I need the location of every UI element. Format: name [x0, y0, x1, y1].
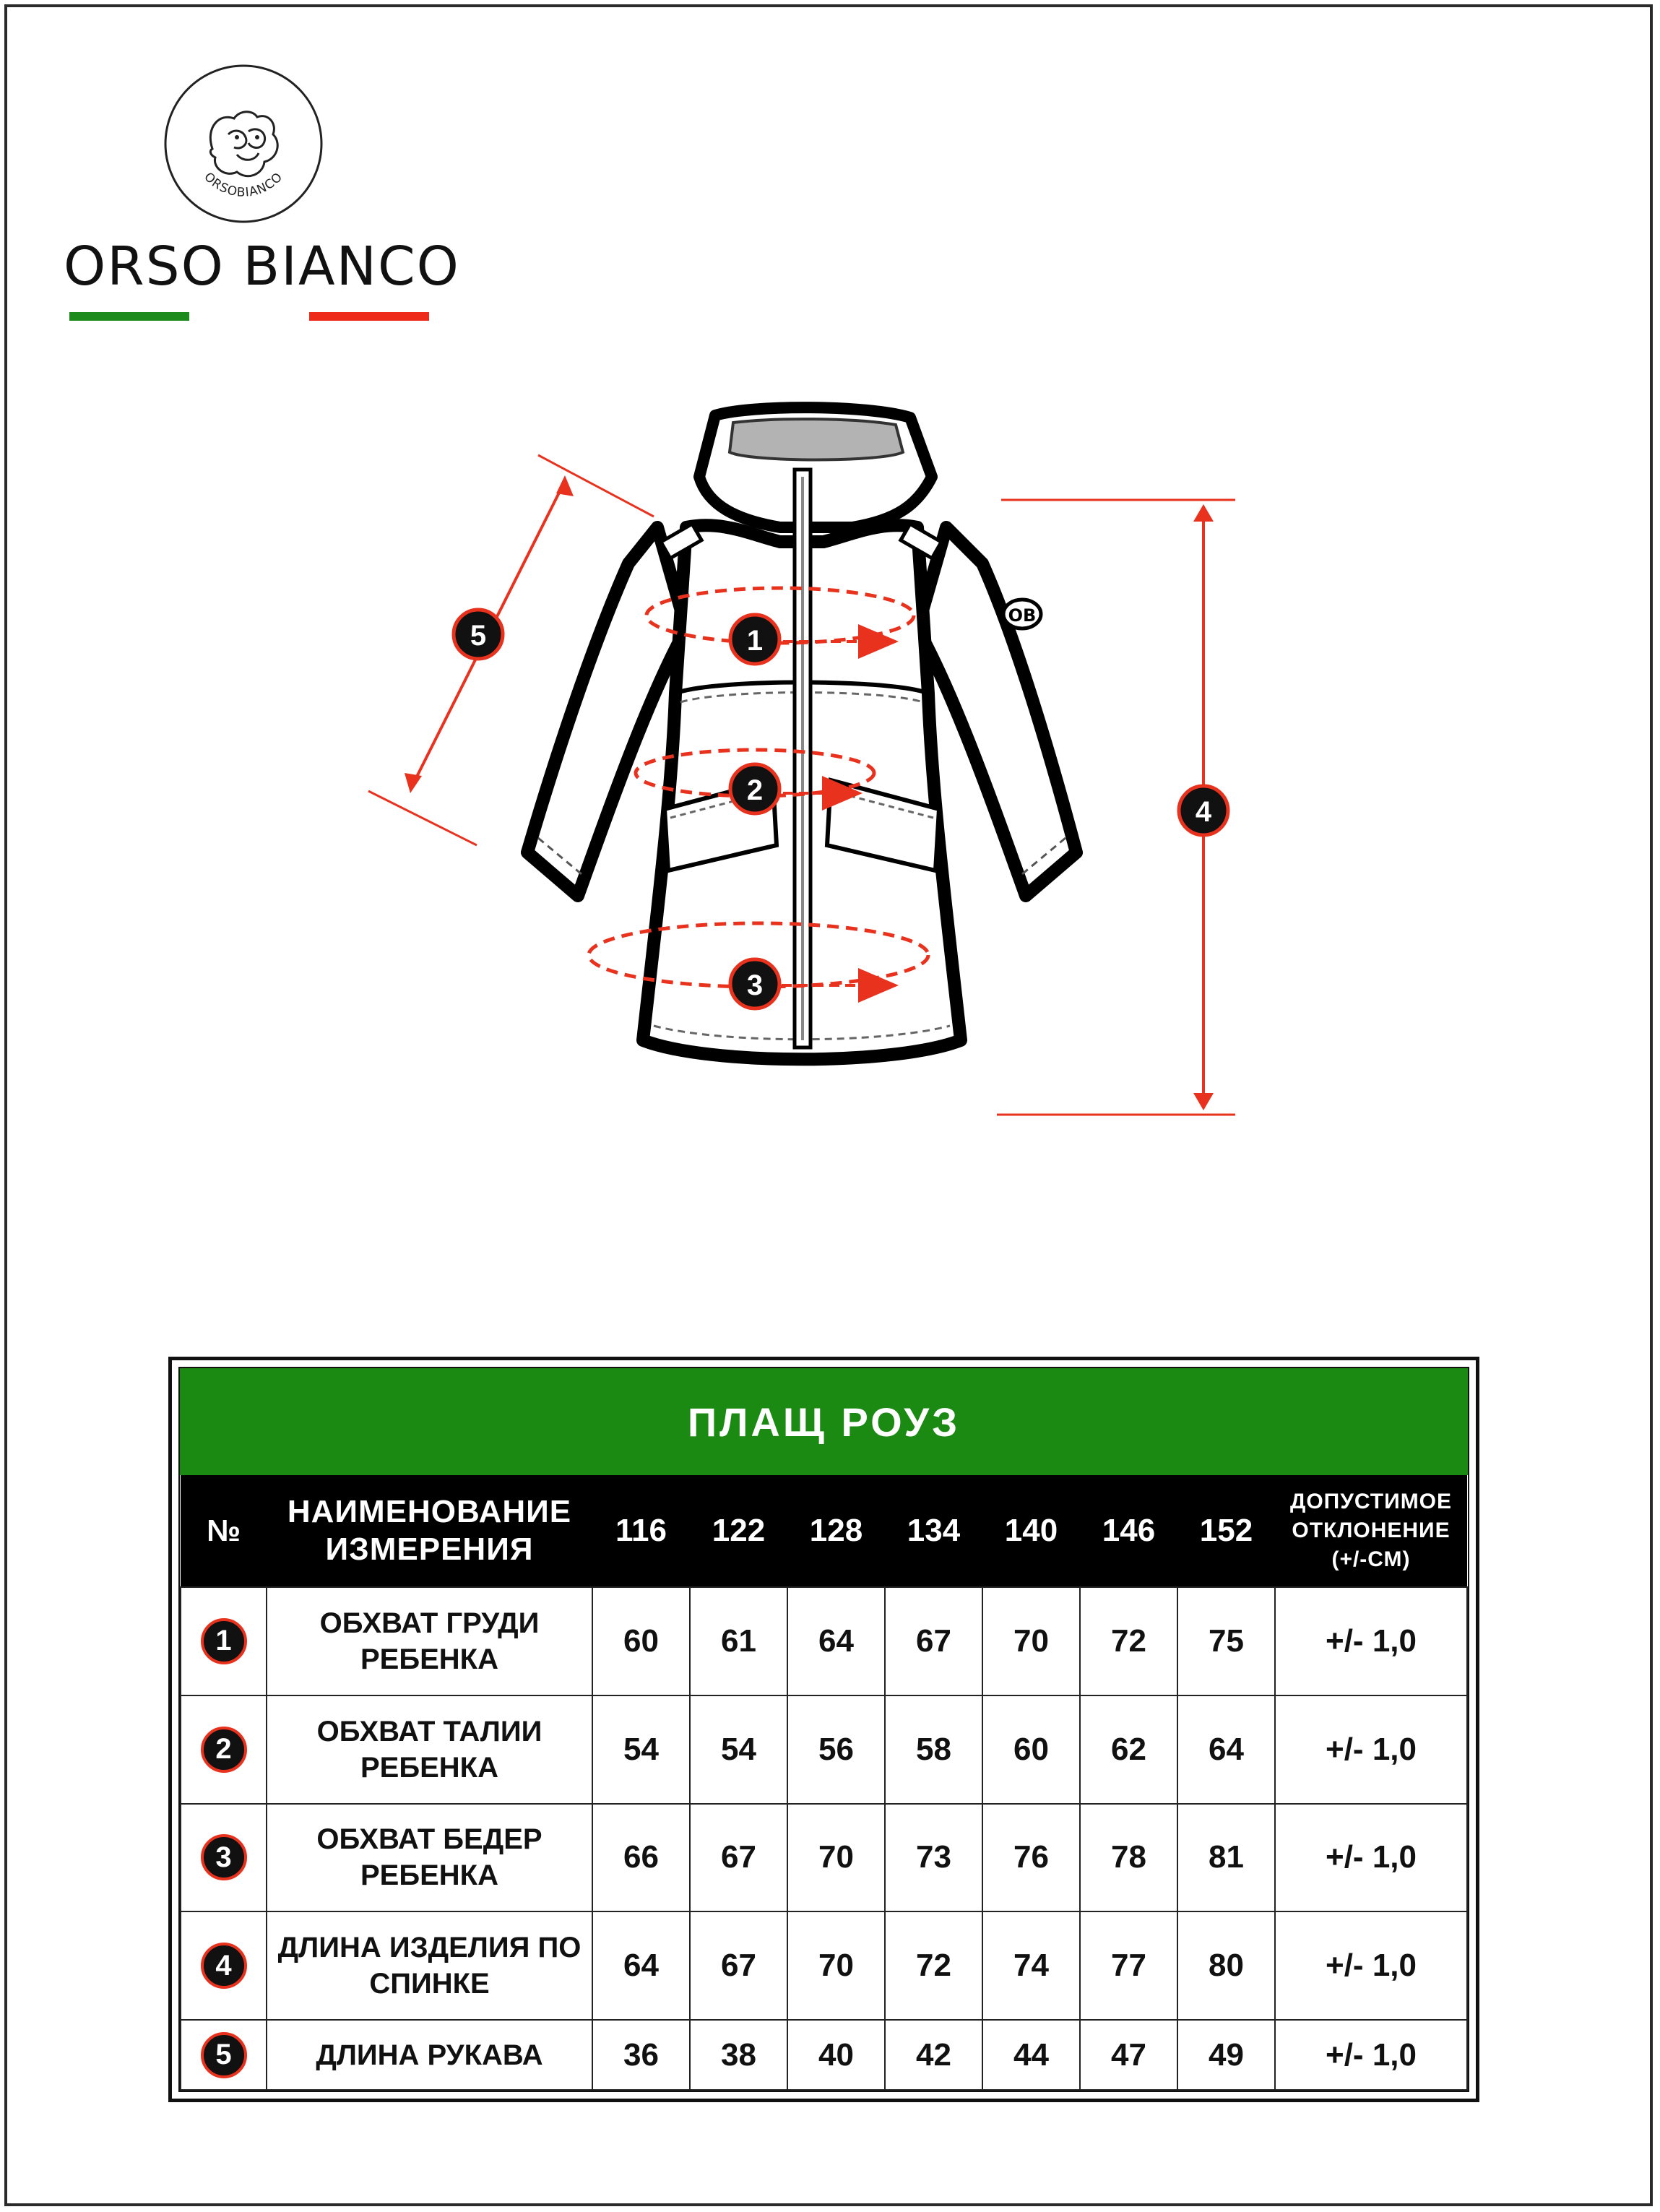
size-value-cell: 42 — [885, 2020, 982, 2090]
marker-3-label: 3 — [746, 969, 764, 1001]
tolerance-cell: +/- 1,0 — [1275, 1695, 1467, 1804]
table-header-row — [181, 1475, 1467, 1587]
row-number-cell — [181, 1587, 267, 1695]
svg-text:ORSOBIANCO — [201, 170, 285, 200]
header-measurement-name — [267, 1475, 592, 1587]
size-value-cell: 56 — [787, 1695, 885, 1804]
marker-1 — [730, 615, 779, 664]
row-number-badge: 1 — [201, 1618, 247, 1664]
measurement-name-line: ДЛИНА РУКАВА — [316, 2039, 543, 2071]
header-number: № — [207, 1513, 241, 1547]
emblem-text: ORSOBIANCO — [201, 169, 286, 200]
size-value-cell: 80 — [1177, 1911, 1275, 2020]
size-value-cell: 60 — [592, 1587, 690, 1695]
size-value-cell: 75 — [1177, 1587, 1275, 1695]
size-value-cell: 44 — [982, 2020, 1080, 2090]
header-size: 140 — [1004, 1513, 1058, 1548]
row-number-badge: 2 — [201, 1727, 247, 1773]
red-stripe — [309, 312, 429, 321]
measurement-name-line: ДЛИНА ИЗДЕЛИЯ ПО — [277, 1932, 582, 1964]
size-value-cell: 70 — [787, 1804, 885, 1912]
measurement-name-cell — [267, 1587, 592, 1695]
table-row — [181, 1804, 1467, 1912]
size-value-cell: 72 — [885, 1911, 982, 2020]
brand-name: ORSO BIANCO — [64, 236, 460, 298]
row-number-cell — [181, 1695, 267, 1804]
table-row — [181, 1587, 1467, 1695]
row-number-cell — [181, 2020, 267, 2090]
size-value-cell: 60 — [982, 1695, 1080, 1804]
header-tolerance-line1: ДОПУСТИМОЕ — [1289, 1490, 1453, 1513]
measurement-name-cell — [267, 1911, 592, 2020]
measurement-name-line: ОБХВАТ ГРУДИ — [319, 1607, 540, 1639]
header-name-line2: ИЗМЕРЕНИЯ — [325, 1531, 534, 1567]
tolerance-cell: +/- 1,0 — [1275, 1587, 1467, 1695]
size-value-cell: 74 — [982, 1911, 1080, 2020]
size-value-cell: 78 — [1080, 1804, 1177, 1912]
size-value-cell: 72 — [1080, 1587, 1177, 1695]
tolerance-cell: +/- 1,0 — [1275, 2020, 1467, 2090]
size-value-cell: 73 — [885, 1804, 982, 1912]
header-size: 128 — [809, 1513, 863, 1548]
table-title: ПЛАЩ РОУЗ — [180, 1368, 1468, 1475]
size-value-cell: 67 — [885, 1587, 982, 1695]
size-value-cell: 77 — [1080, 1911, 1177, 2020]
table-row — [181, 1911, 1467, 2020]
size-value-cell: 40 — [787, 2020, 885, 2090]
row-number-cell — [181, 1911, 267, 2020]
header-tolerance — [1275, 1475, 1467, 1587]
marker-2 — [730, 764, 779, 813]
sleeve-logo-icon — [1003, 600, 1041, 628]
size-table — [168, 1357, 1479, 2102]
row-number-badge: 4 — [201, 1943, 247, 1989]
marker-3 — [730, 959, 779, 1008]
green-stripe — [69, 312, 189, 321]
coat-diagram — [347, 390, 1257, 1141]
coat-hood — [699, 407, 932, 527]
size-value-cell: 36 — [592, 2020, 690, 2090]
size-value-cell: 81 — [1177, 1804, 1275, 1912]
marker-4-label: 4 — [1195, 796, 1212, 828]
measurement-name-cell — [267, 1695, 592, 1804]
size-value-cell: 67 — [690, 1804, 787, 1912]
size-value-cell: 76 — [982, 1804, 1080, 1912]
measurement-name-cell — [267, 1804, 592, 1912]
measurement-name-line: РЕБЕНКА — [360, 1643, 498, 1675]
header-size: 152 — [1199, 1513, 1253, 1548]
marker-2-label: 2 — [746, 774, 764, 806]
measurement-name-cell — [267, 2020, 592, 2090]
row-number-badge: 3 — [201, 1834, 247, 1880]
measurement-name-line: ОБХВАТ ТАЛИИ — [316, 1715, 542, 1747]
marker-1-label: 1 — [746, 625, 764, 657]
header-size: 122 — [712, 1513, 766, 1548]
size-value-cell: 61 — [690, 1587, 787, 1695]
size-value-cell: 70 — [982, 1587, 1080, 1695]
marker-5 — [454, 610, 503, 659]
header-size: 116 — [615, 1513, 667, 1548]
size-value-cell: 54 — [592, 1695, 690, 1804]
header-tolerance-line2: ОТКЛОНЕНИЕ — [1292, 1518, 1451, 1542]
marker-5-label: 5 — [470, 620, 487, 652]
measurement-name-line: ОБХВАТ БЕДЕР — [316, 1823, 542, 1856]
header-name-line1: НАИМЕНОВАНИЕ — [287, 1494, 572, 1529]
table-row — [181, 1695, 1467, 1804]
tolerance-cell: +/- 1,0 — [1275, 1911, 1467, 2020]
row-number-badge: 5 — [201, 2032, 247, 2078]
size-value-cell: 58 — [885, 1695, 982, 1804]
size-value-cell: 49 — [1177, 2020, 1275, 2090]
size-value-cell: 38 — [690, 2020, 787, 2090]
size-value-cell: 64 — [787, 1587, 885, 1695]
tolerance-cell: +/- 1,0 — [1275, 1804, 1467, 1912]
size-value-cell: 66 — [592, 1804, 690, 1912]
row-number-cell — [181, 1804, 267, 1912]
size-value-cell: 54 — [690, 1695, 787, 1804]
measurement-name-line: СПИНКЕ — [369, 1968, 490, 2000]
marker-4 — [1179, 786, 1228, 835]
brand-emblem-logo — [162, 62, 325, 225]
size-value-cell: 70 — [787, 1911, 885, 2020]
measurement-table — [180, 1475, 1468, 2091]
size-value-cell: 67 — [690, 1911, 787, 2020]
size-value-cell: 64 — [592, 1911, 690, 2020]
measurement-name-line: РЕБЕНКА — [360, 1859, 498, 1892]
header-size: 146 — [1102, 1513, 1156, 1548]
size-value-cell: 62 — [1080, 1695, 1177, 1804]
size-value-cell: 47 — [1080, 2020, 1177, 2090]
header-tolerance-line3: (+/-СМ) — [1331, 1547, 1411, 1571]
sleeve-logo-text: OB — [1008, 605, 1037, 626]
measurement-name-line: РЕБЕНКА — [360, 1751, 498, 1784]
header-size: 134 — [907, 1513, 961, 1548]
size-value-cell: 64 — [1177, 1695, 1275, 1804]
table-row — [181, 2020, 1467, 2090]
